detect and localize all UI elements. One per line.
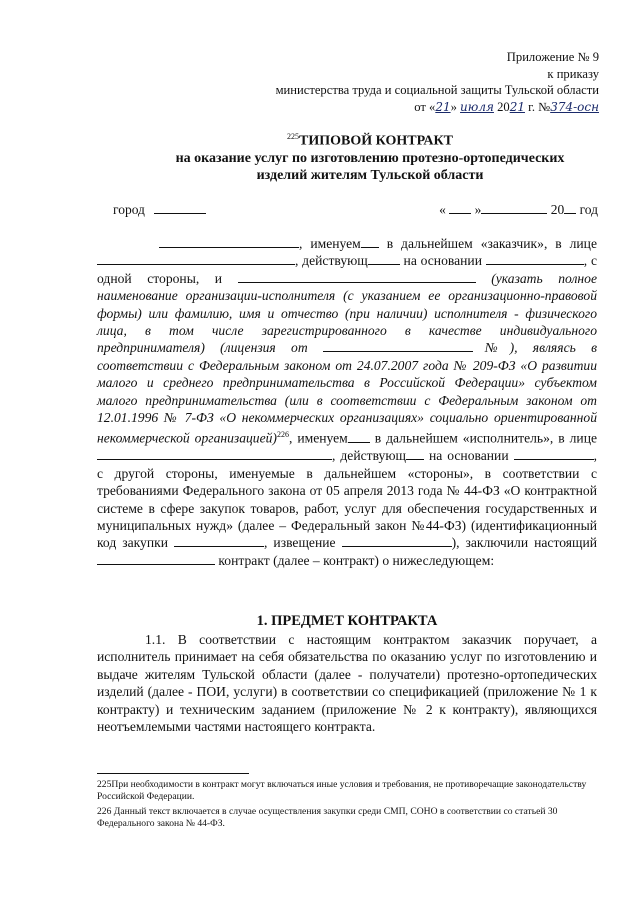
appendix-number: Приложение № 9	[506, 50, 599, 64]
city-date-line	[113, 201, 598, 218]
handwritten-month: июля	[460, 99, 494, 114]
appendix-order-ref: к приказу	[547, 66, 599, 81]
contract-date: « » 20 год	[439, 202, 598, 217]
footnote-225: 225При необходимости в контракт могут включаться иные условия и требования, не противоречащие законодательству Российской Федерации.	[97, 779, 587, 803]
handwritten-order-number: 374-осн	[550, 99, 599, 114]
section-heading: 1. ПРЕДМЕТ КОНТРАКТА	[256, 613, 438, 629]
city-blank	[154, 201, 206, 214]
footnotes	[97, 779, 597, 833]
contractor-instructions: (указать полное наименование организации-исполнителя (с указанием ее организационно-правовой формы) или фамилию, имя и отчество (при наличии) исполнителя - физического лица, в том числе зарегистрированного в качестве индивидуального предпринимателя) (лицензия от	[97, 270, 597, 356]
title-line-3: изделий жителям Тульской области	[256, 167, 484, 183]
footnote-226: 226 Данный текст включается в случае осуществления закупки среди СМП, СОНО в соответствии со статьей 30 Федерального закона № 44-ФЗ.	[97, 805, 558, 830]
section-1-body	[97, 631, 597, 735]
handwritten-day: 21	[435, 99, 451, 114]
contract-preamble: , именуем в дальнейшем «заказчик», в лице , действующ на основании , с одной стороны, и (указать полное наименование организации-исполнителя (с указанием ее организационно-правовой формы) или фамилию, имя и отчество (при наличии) исполнителя - физического лица, в том числе зарегистрированного в качестве индивидуального предпринимателя) (лицензия от №), являясь в соответствии с Федеральным законом от 24.07.2007 года № 209-ФЗ «О развитии малого и среднего предпринимательства в Российской Федерации» субъектом малого предпринимательства (или в соответствии с Федеральным законом от 12.01.1996 № 7-ФЗ «О некоммерческих организациях» социально ориентированной некоммерческой организацией)$^{226}$, именуем в дальнейшем «исполнитель», в лице , действующ на основании , с другой стороны, именуемые в дальнейшем «стороны», в соответствии с требованиями Федерального закона от 05 апреля 2013 года № 44-ФЗ «О контрактной системе в сфере закупок товаров, работ, услуг для обеспечения государственных и муниципальных нужд» (далее – Федеральный закон №44-ФЗ) (идентификационный код закупки , извещение ), заключили настоящий контракт (далее – контракт) о нижеследующем:	[97, 236, 598, 568]
title-line-2: на оказание услуг по изготовлению протезно-ортопедических	[175, 150, 565, 166]
city-label: город	[113, 202, 145, 217]
appendix-header	[276, 49, 599, 115]
clause-1-1: 1.1. В соответствии с настоящим контрактом заказчик поручает, а исполнитель принимает на себя обязательства по оказанию услуг по изготовлению и выдаче жителям Тульской области (далее - получатели) протезно-ортопедических изделий (далее - ПОИ, услуги) в соответствии со спецификацией (приложение № 1 к контракту) и техническим заданием (приложение № 2 к контракту), являющихся неотъемлемыми частями настоящего контракта.	[97, 632, 597, 735]
document-title	[150, 128, 590, 184]
footnote-ref-226: 226	[276, 430, 289, 440]
appendix-ministry: министерства труда и социальной защиты Тульской области	[275, 83, 599, 98]
appendix-date-line: от «21» июля 2021 г. №374-осн	[414, 99, 599, 114]
title-footnote-ref: 225	[287, 132, 300, 141]
footnote-divider	[97, 773, 249, 774]
handwritten-year: 21	[509, 99, 525, 114]
title-main: ТИПОВОЙ КОНТРАКТ	[299, 133, 453, 149]
